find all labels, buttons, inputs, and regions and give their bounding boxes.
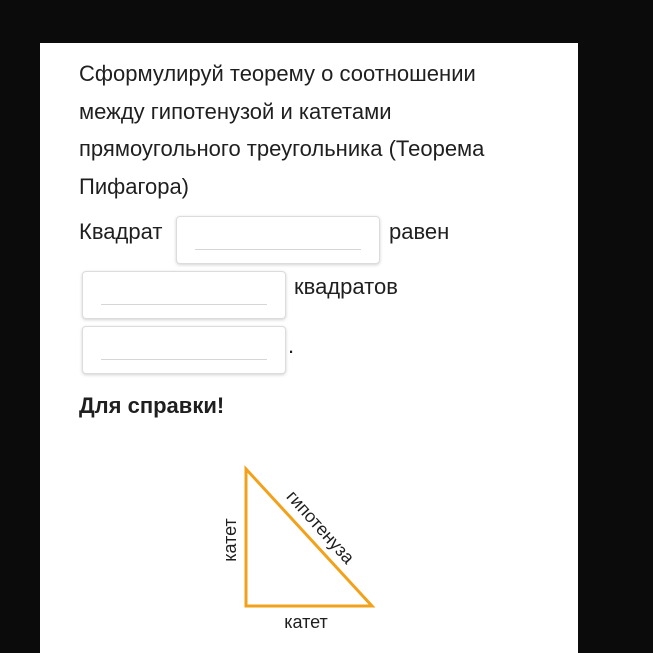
label-leg-vertical: катет	[220, 518, 240, 562]
right-triangle-diagram	[40, 43, 578, 653]
sentence-period: .	[288, 333, 295, 358]
sentence-word-kvadratov: квадратов	[294, 274, 398, 299]
label-leg-horizontal: катет	[284, 612, 328, 632]
question-text: Сформулируй теорему о соотношении между гипотенузой и катетами прямоугольного треугольника (Теорема Пифагора)	[79, 61, 485, 199]
sentence-word-kvadrat: Квадрат	[79, 219, 163, 244]
sentence-word-raven: равен	[389, 219, 450, 244]
label-hypotenuse: гипотенуза	[282, 486, 359, 568]
triangle-shape	[246, 469, 372, 606]
hint-title: Для справки!	[79, 393, 225, 418]
question-card	[40, 43, 578, 653]
